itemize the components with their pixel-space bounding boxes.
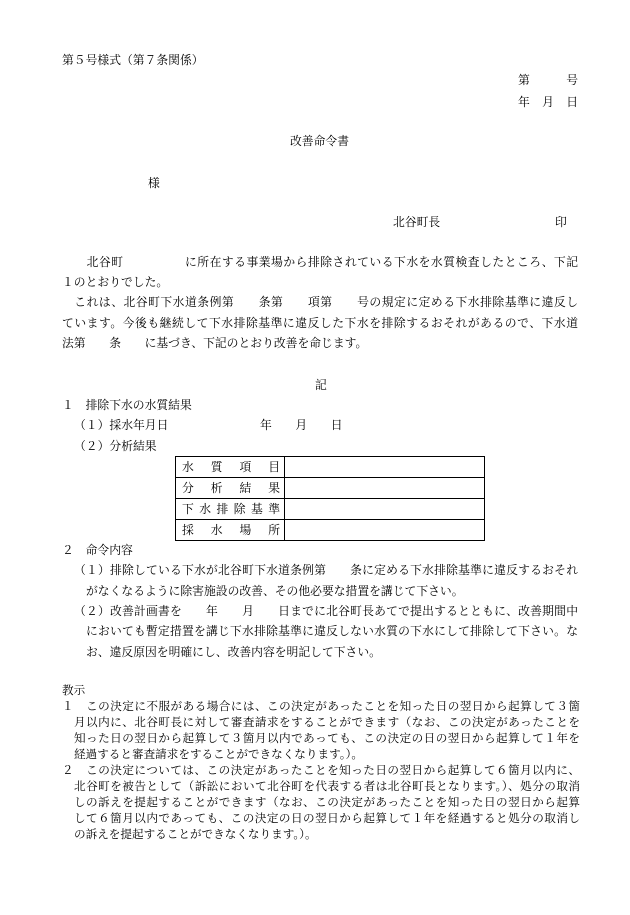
notice-line: 月以内に、北谷町長に対して審査請求をすることができます（なお、この決定があったことを — [74, 715, 580, 729]
sampling-date-value: 年 月 日 — [260, 418, 343, 432]
body-line: 北谷町 に所在する事業場から排除されている下水を水質検査したところ、下記 — [62, 255, 578, 269]
issuer-name: 北谷町長 — [393, 215, 441, 229]
row-value — [285, 457, 485, 478]
row-label: 水 質 項 目 — [176, 457, 285, 478]
table-row — [176, 457, 485, 478]
document-number: 第 号 — [518, 73, 578, 87]
order-line: （１）排除している下水が北谷町下水道条例第 条に定める下水排除基準に違反するおそれ — [74, 563, 578, 577]
analysis-result-label: （２）分析結果 — [74, 439, 157, 453]
section1-heading: １ 排除下水の水質結果 — [62, 398, 192, 412]
row-value — [285, 520, 485, 541]
order-line: においても暫定措置を講じ下水排除基準に違反しない水質の下水にして排除して下さい。な — [86, 624, 578, 638]
body-line: ています。今後も継続して下水排除基準に違反した下水を排除するおそれがあるので、下水道 — [62, 316, 578, 330]
notice-line: 経過すると審査請求をすることができなくなります。）。 — [74, 747, 363, 761]
table-row — [176, 499, 485, 520]
table-row — [176, 478, 485, 499]
form-label: 第５号様式（第７条関係） — [62, 53, 204, 67]
document-date: 年 月 日 — [518, 95, 578, 109]
addressee-suffix: 様 — [148, 176, 160, 190]
row-label: 下水排除基準 — [176, 499, 285, 520]
notice-line: 北谷町を被告として（訴訟において北谷町を代表する者は北谷町長となります。）、処分の取消 — [74, 779, 580, 793]
document-title: 改善命令書 — [290, 134, 349, 148]
row-value — [285, 499, 485, 520]
body-line: 法第 条 に基づき、下記のとおり改善を命じます。 — [62, 336, 368, 350]
body-line: これは、北谷町下水道条例第 条第 項第 号の規定に定める下水排除基準に違反し — [62, 295, 578, 309]
notice-line: 知った日の翌日から起算して３箇月以内であっても、この決定の日の翌日から起算して１年を — [74, 731, 580, 745]
row-value — [285, 478, 485, 499]
notice-line: して６箇月以内であっても、この決定の日の翌日から起算して１年を経過すると処分の取消し — [74, 811, 580, 825]
order-line: がなくなるように除害施設の改善、その他必要な措置を講じて下さい。 — [86, 584, 464, 598]
order-line: （２）改善計画書を 年 月 日までに北谷町長あてで提出するとともに、改善期間中 — [74, 604, 578, 618]
notice-heading: 教示 — [62, 683, 86, 697]
section2-heading: ２ 命令内容 — [62, 543, 133, 557]
notice-line: しの訴えを提起することができます（なお、この決定があったことを知った日の翌日から起算 — [74, 795, 580, 809]
seal-mark: 印 — [555, 215, 567, 229]
row-label: 採 水 場 所 — [176, 520, 285, 541]
table-row — [176, 520, 485, 541]
order-line: お、違反原因を明確にし、改善内容を明記して下さい。 — [86, 645, 381, 659]
notice-line: ２ この決定については、この決定があったことを知った日の翌日から起算して６箇月以内に、 — [62, 763, 580, 777]
sampling-date-label: （１）採水年月日 — [74, 418, 169, 432]
notice-line: の訴えを提起することができなくなります。）。 — [74, 827, 317, 841]
body-line: １のとおりでした。 — [62, 275, 169, 289]
row-label: 分 析 結 果 — [176, 478, 285, 499]
analysis-table — [175, 456, 485, 541]
ki-heading: 記 — [315, 378, 327, 392]
notice-line: １ この決定に不服がある場合には、この決定があったことを知った日の翌日から起算して３箇 — [62, 699, 580, 713]
